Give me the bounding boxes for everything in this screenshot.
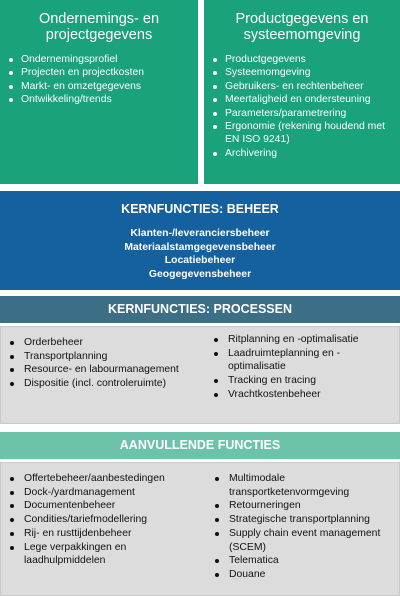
list-item: Transportplanning xyxy=(10,350,200,364)
list-item: Offertebeheer/aanbestedingen xyxy=(10,472,208,486)
list-item: Ontwikkeling/trends xyxy=(9,93,198,106)
list-item: Systeemomgeving xyxy=(213,66,400,79)
list-item: Retourneringen xyxy=(215,499,397,513)
list-item: Lege verpakkingen en laadhulpmiddelen xyxy=(10,541,208,568)
additional-functions-left-list xyxy=(10,472,208,568)
list-item: Parameters/parametrering xyxy=(213,107,400,120)
core-management-box xyxy=(0,191,400,290)
list-item: Rij- en rusttijdenbeheer xyxy=(10,527,208,541)
list-item: Ritplanning en -optimalisatie xyxy=(214,333,396,347)
list-item: Documentenbeheer xyxy=(10,499,208,513)
list-item: Supply chain event management (SCEM) xyxy=(215,527,397,554)
list-item: Resource- en labourmanagement xyxy=(10,363,200,377)
list-item: Gebruikers- en rechtenbeheer xyxy=(213,80,400,93)
list-item: Tracking en tracing xyxy=(214,374,396,388)
list-item: Locatiebeheer xyxy=(164,255,236,267)
additional-functions-title: AANVULLENDE FUNCTIES xyxy=(119,438,281,452)
core-processes-right-list xyxy=(214,333,396,402)
list-item: Condities/tariefmodellering xyxy=(10,513,208,527)
company-project-data-title: Ondernemings- en projectgegevens xyxy=(38,11,160,43)
list-item: Dock-/yardmanagement xyxy=(10,486,208,500)
additional-functions-header xyxy=(0,432,400,459)
list-item: Douane xyxy=(215,568,397,582)
list-item: Klanten-/leveranciersbeheer xyxy=(130,228,270,239)
list-item: Multimodale transportketenvormgeving xyxy=(215,472,397,499)
list-item: Meertaligheid en ondersteuning xyxy=(213,93,400,106)
core-management-list xyxy=(0,227,400,282)
product-system-data-list xyxy=(204,53,400,160)
list-item: Markt- en omzetgegevens xyxy=(9,80,198,93)
list-item: Geogegevensbeheer xyxy=(148,269,252,281)
product-system-data-title: Productgegevens en systeemomgeving xyxy=(235,11,369,43)
additional-functions-box xyxy=(0,462,400,596)
list-item: Telematica xyxy=(215,554,397,568)
product-system-data-box xyxy=(204,0,400,184)
list-item: Strategische transportplanning xyxy=(215,513,397,527)
list-item: Archivering xyxy=(213,147,400,160)
company-project-data-box xyxy=(0,0,198,184)
list-item: Orderbeheer xyxy=(10,336,200,350)
company-project-data-list xyxy=(0,53,198,107)
list-item: Vrachtkostenbeheer xyxy=(214,388,396,402)
list-item: Productgegevens xyxy=(213,53,400,66)
list-item: Ergonomie (rekening houdend met EN ISO 9241) xyxy=(213,120,400,147)
list-item: Dispositie (incl. controleruimte) xyxy=(10,377,200,391)
list-item: Projecten en projectkosten xyxy=(9,66,198,79)
core-processes-title: KERNFUNCTIES: PROCESSEN xyxy=(107,302,293,316)
list-item: Materiaalstamgegevensbeheer xyxy=(124,241,276,253)
list-item: Ondernemingsprofiel xyxy=(9,53,198,66)
core-processes-header xyxy=(0,296,400,323)
list-item: Laadruimteplanning en -optimalisatie xyxy=(214,347,396,374)
core-processes-box xyxy=(0,326,400,424)
core-processes-left-list xyxy=(10,336,200,391)
core-management-title: KERNFUNCTIES: BEHEER xyxy=(121,202,279,216)
additional-functions-right-list xyxy=(215,472,397,582)
